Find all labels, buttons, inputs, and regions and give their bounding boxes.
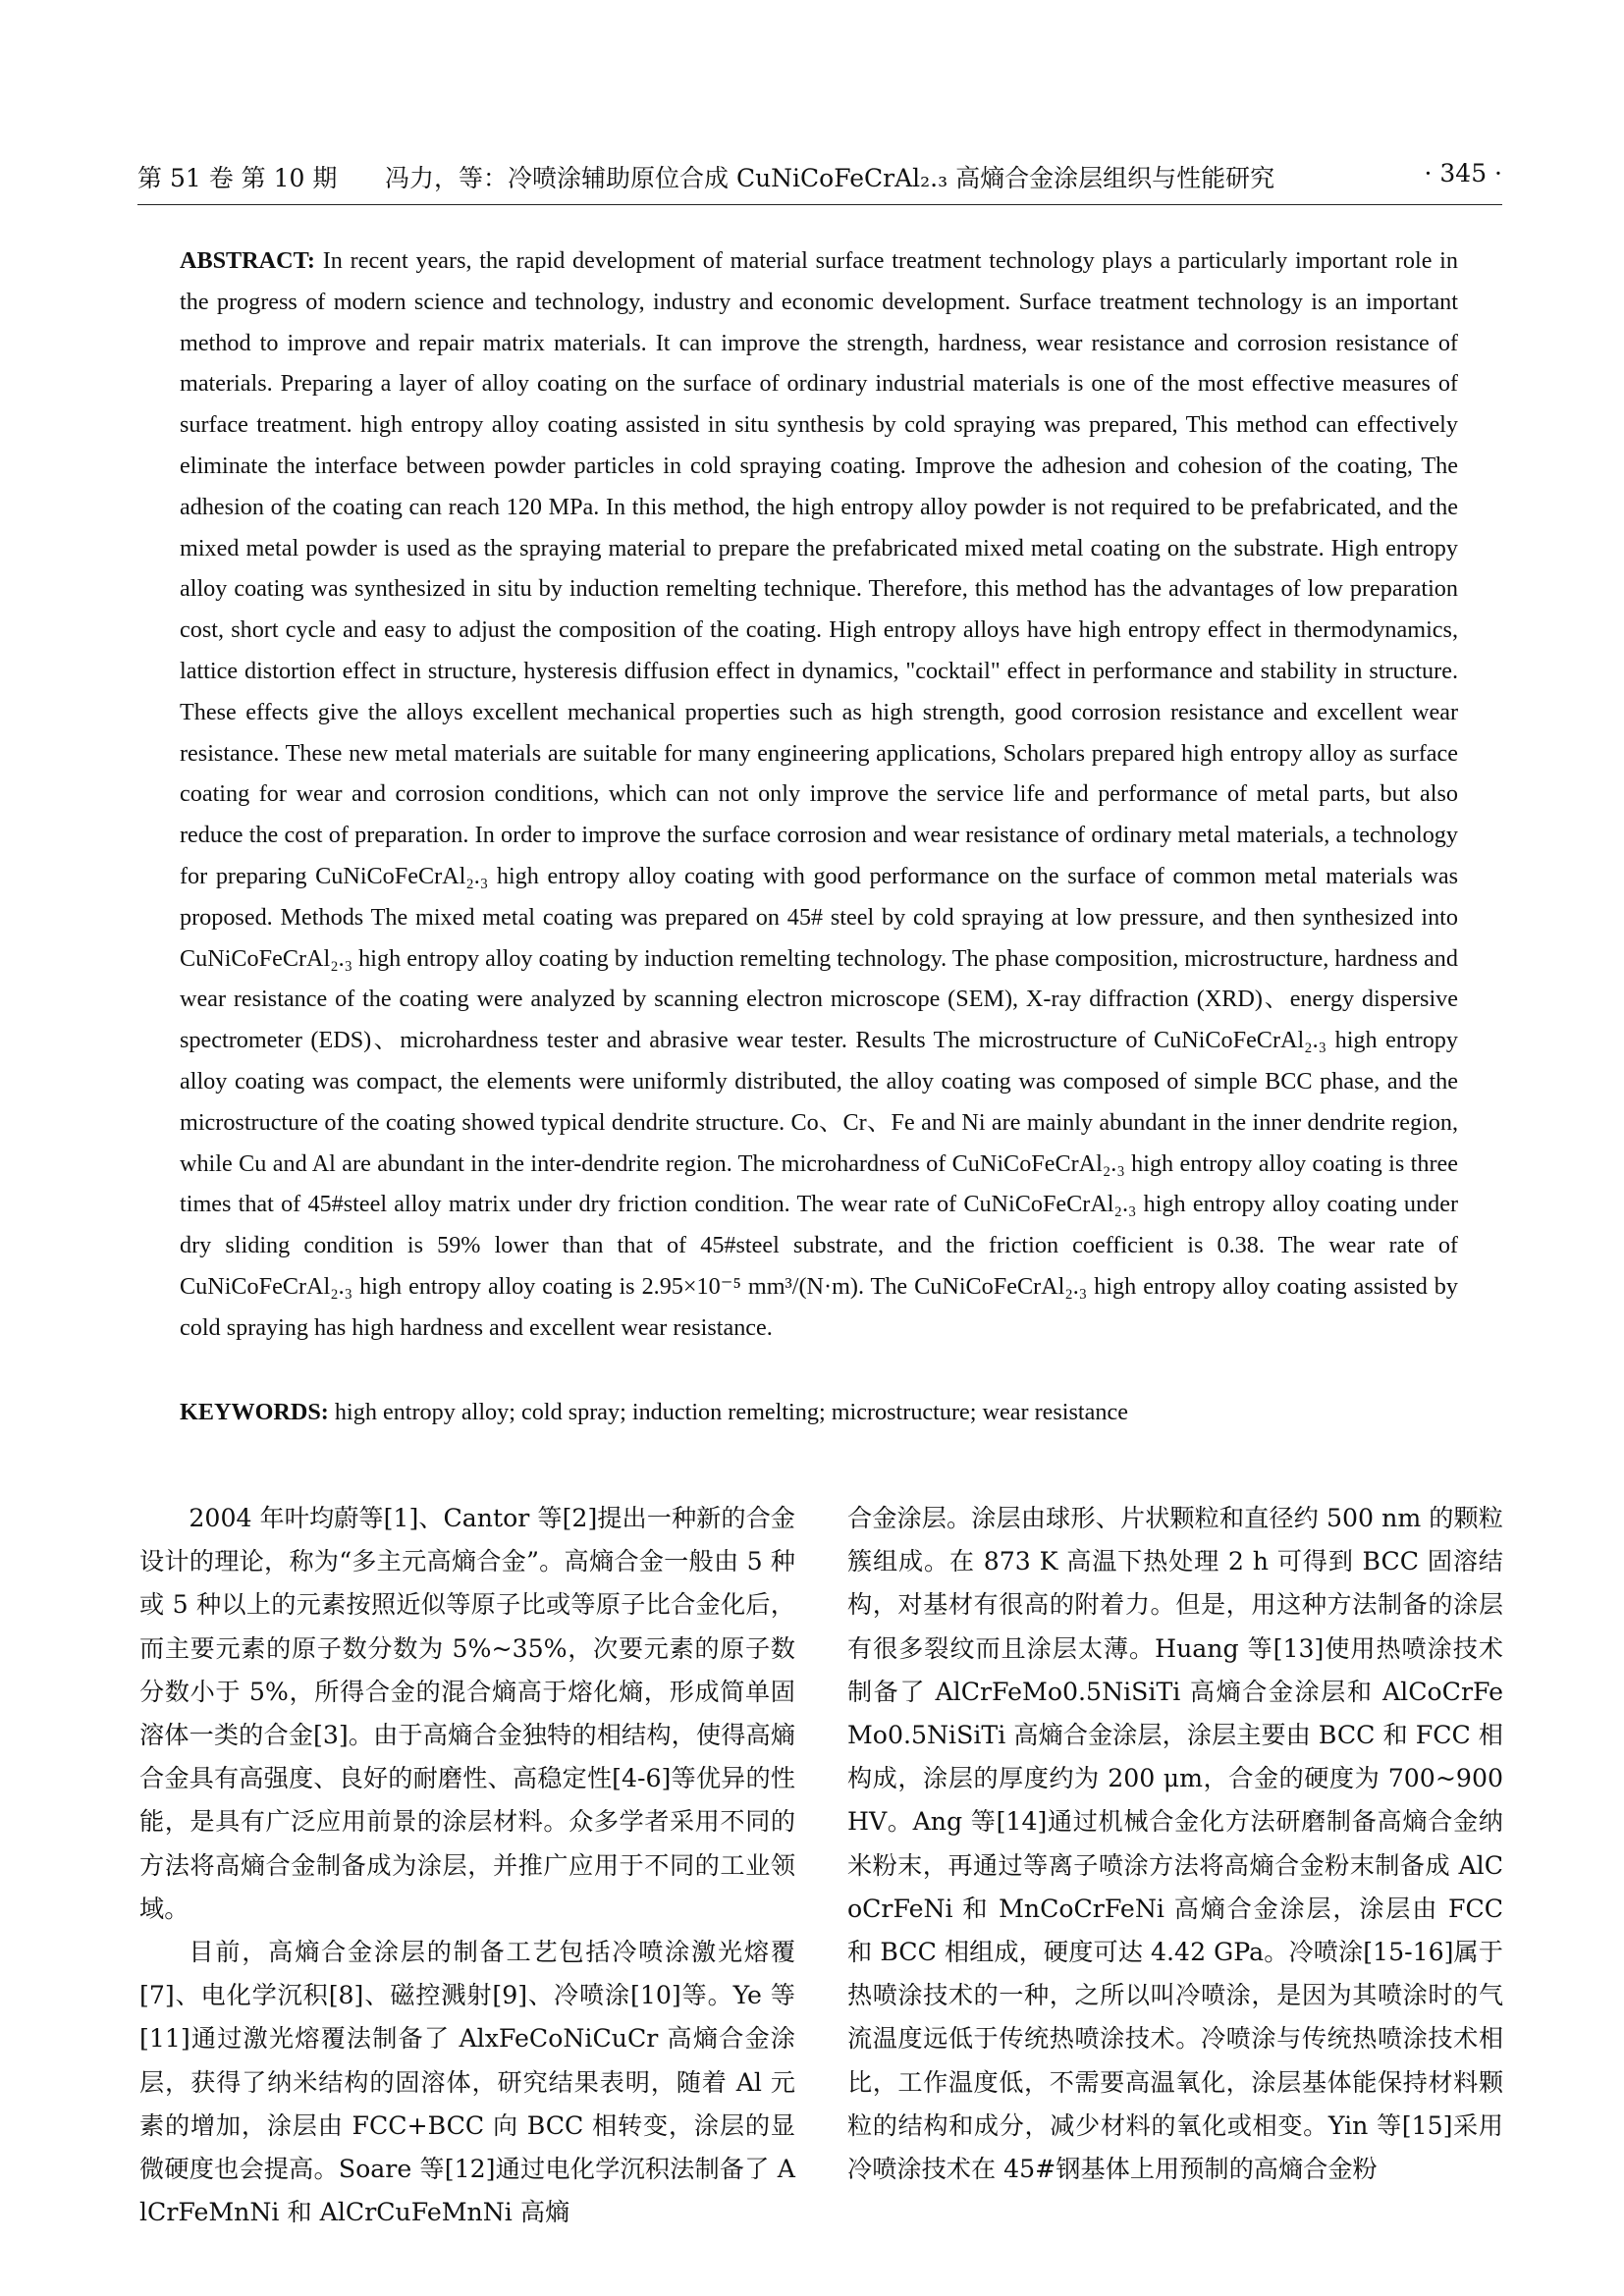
keywords bbox=[180, 1392, 1458, 1433]
body-right-column bbox=[847, 1497, 1503, 2191]
page-number: · 345 · bbox=[1424, 159, 1502, 187]
volume-issue: 第 51 卷 第 10 期 bbox=[137, 164, 338, 192]
keywords-text: high entropy alloy; cold spray; induction remelting; microstructure; wear resistance bbox=[334, 1399, 1128, 1425]
abstract-label: ABSTRACT: bbox=[180, 247, 315, 274]
paragraph: 2004 年叶均蔚等[1]、Cantor 等[2]提出一种新的合金设计的理论，称为“多主元高熵合金”。高熵合金一般由 5 种或 5 种以上的元素按照近似等原子比或等原子比合金化后，而主要元素的原子数分数为 5%~35%，次要元素的原子数分数小于 5%，所得合金的混合熵高于熔化熵，形成简单固溶体一类的合金[3]。由于高熵合金独特的相结构，使得高熵合金具有高强度、良好的耐磨性、高稳定性[4-6]等优异的性能，是具有广泛应用前景的涂层材料。众多学者采用不同的方法将高熵合金制备成为涂层，并推广应用于不同的工业领域。 bbox=[139, 1504, 795, 1923]
abstract-text: In recent years, the rapid development of material surface treatment technology plays a particularly important role in the progress of modern science and technology, industry and economic development. Surface treatment technology is an important method to improve and repair matrix materials. It can improve the strength, hardness, wear resistance and corrosion resistance of materials. Preparing a layer of alloy coating on the surface of ordinary industrial materials is one of the most effective measures of surface treatment. high entropy alloy coating assisted in situ synthesis by cold spraying was prepared, This method can effectively eliminate the interface between powder particles in cold spraying coating. Improve the adhesion and cohesion of the coating, The adhesion of the coating can reach 120 MPa. In this method, the high entropy alloy powder is not required to be prefabricated, and the mixed metal powder is used as the spraying material to prepare the prefabricated mixed metal coating on the substrate. High entropy alloy coating was synthesized in situ by induction remelting technique. Therefore, this method has the advantages of low preparation cost, short cycle and easy to adjust the composition of the coating. High entropy alloys have high entropy effect in thermodynamics, lattice distortion effect in structure, hysteresis diffusion effect in dynamics, "cocktail" effect in performance and stability in structure. These effects give the alloys excellent mechanical properties such as high strength, good corrosion resistance and excellent wear resistance. These new metal materials are suitable for many engineering applications, Scholars prepared high entropy alloy as surface coating for wear and corrosion conditions, which can not only improve the service life and performance of metal parts, but also reduce the cost of preparation. In order to improve the surface corrosion and wear resistance of ordinary metal materials, a technology for preparing CuNiCoFeCrAl₂.₃ high entropy alloy coating with good performance on the surface of common metal materials was proposed. Methods The mixed metal coating was prepared on 45# steel by cold spraying at low pressure, and then synthesized into CuNiCoFeCrAl₂.₃ high entropy alloy coating by induction remelting technology. The phase composition, microstructure, hardness and wear resistance of the coating were analyzed by scanning electron microscope (SEM), X-ray diffraction (XRD)、energy dispersive spectrometer (EDS)、microhardness tester and abrasive wear tester. Results The microstructure of CuNiCoFeCrAl₂.₃ high entropy alloy coating was compact, the elements were uniformly distributed, the alloy coating was composed of simple BCC phase, and the microstructure of the coating showed typical dendrite structure. Co、Cr、Fe and Ni are mainly abundant in the inner dendrite region, while Cu and Al are abundant in the inter-dendrite region. The microhardness of CuNiCoFeCrAl₂.₃ high entropy alloy coating is three times that of 45#steel alloy matrix under dry friction condition. The wear rate of CuNiCoFeCrAl₂.₃ high entropy alloy coating under dry sliding condition is 59% lower than that of 45#steel substrate, and the friction coefficient is 0.38. The wear rate of CuNiCoFeCrAl₂.₃ high entropy alloy coating is 2.95×10⁻⁵ mm³/(N·m). The CuNiCoFeCrAl₂.₃ high entropy alloy coating assisted by cold spraying has high hardness and excellent wear resistance. bbox=[180, 247, 1458, 1341]
body-left-column bbox=[139, 1497, 795, 2234]
paragraph: 目前，高熵合金涂层的制备工艺包括冷喷涂激光熔覆[7]、电化学沉积[8]、磁控溅射[9]、冷喷涂[10]等。Ye 等[11]通过激光熔覆法制备了 AlxFeCoNiCuCr 高熵合金涂层，获得了纳米结构的固溶体，研究结果表明，随着 Al 元素的增加，涂层由 FCC+BCC 向 BCC 相转变，涂层的显微硬度也会提高。Soare 等[12]通过电化学沉积法制备了 AlCrFeMnNi 和 AlCrCuFeMnNi 高熵 bbox=[139, 1938, 795, 2227]
keywords-label: KEYWORDS: bbox=[180, 1399, 329, 1425]
abstract bbox=[180, 240, 1458, 1349]
page-header bbox=[137, 157, 1502, 205]
running-title: 冯力，等：冷喷涂辅助原位合成 CuNiCoFeCrAl₂.₃ 高熵合金涂层组织与性能研究 bbox=[385, 164, 1275, 192]
paragraph: 合金涂层。涂层由球形、片状颗粒和直径约 500 nm 的颗粒簇组成。在 873 K 高温下热处理 2 h 可得到 BCC 固溶结构，对基材有很高的附着力。但是，用这种方法制备的涂层有很多裂纹而且涂层太薄。Huang 等[13]使用热喷涂技术制备了 AlCrFeMo0.5NiSiTi 高熵合金涂层和 AlCoCrFeMo0.5NiSiTi 高熵合金涂层，涂层主要由 BCC 和 FCC 相构成，涂层的厚度约为 200 μm，合金的硬度为 700~900HV。Ang 等[14]通过机械合金化方法研磨制备高熵合金纳米粉末，再通过等离子喷涂方法将高熵合金粉末制备成 AlCoCrFeNi 和 MnCoCrFeNi 高熵合金涂层，涂层由 FCC 和 BCC 相组成，硬度可达 4.42 GPa。冷喷涂[15-16]属于热喷涂技术的一种，之所以叫冷喷涂，是因为其喷涂时的气流温度远低于传统热喷涂技术。冷喷涂与传统热喷涂技术相比，工作温度低，不需要高温氧化，涂层基体能保持材料颗粒的结构和成分，减少材料的氧化或相变。Yin 等[15]采用冷喷涂技术在 45#钢基体上用预制的高熵合金粉 bbox=[847, 1504, 1503, 2184]
